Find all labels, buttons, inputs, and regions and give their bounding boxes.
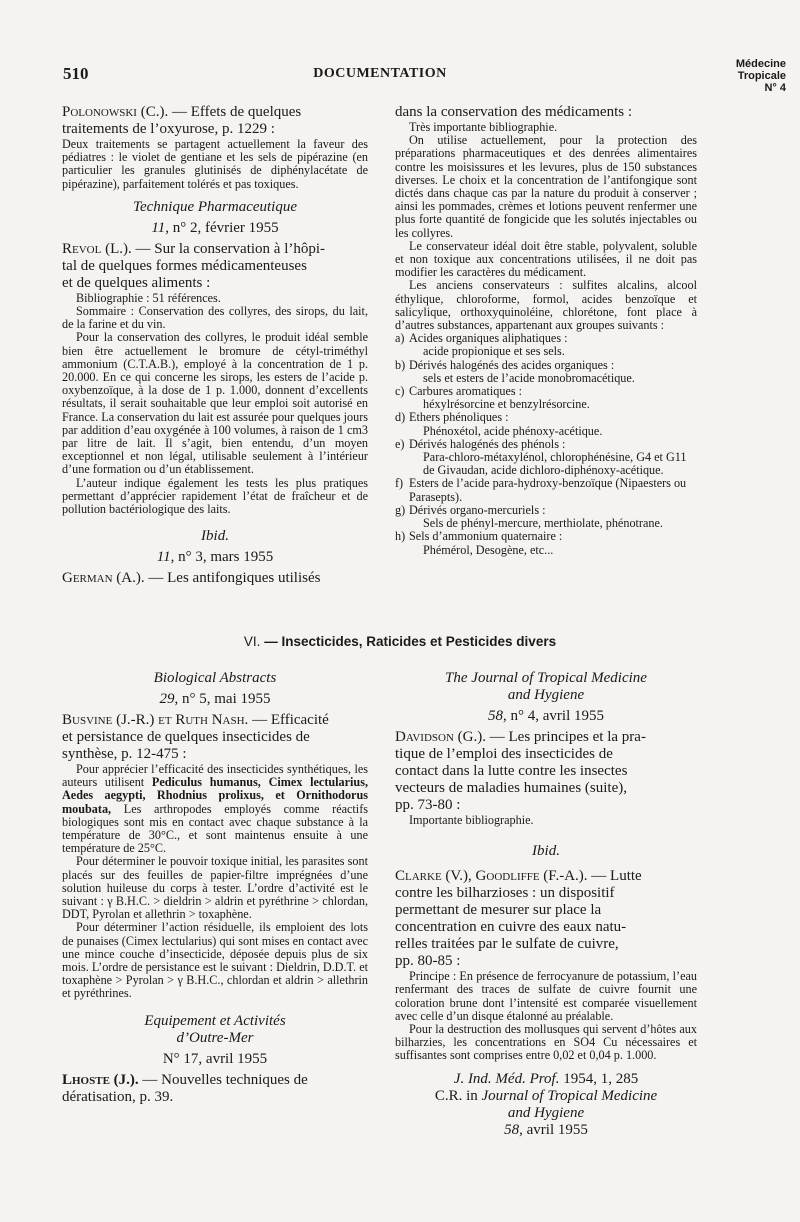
ref-title-cont: pp. 80-85 : xyxy=(395,953,461,970)
corner-line-3: N° 4 xyxy=(764,82,786,94)
ref-title-cont: et de quelques aliments : xyxy=(62,274,211,291)
volume-number: 29 xyxy=(159,691,175,707)
ref-title: — Les antifongiques utilisés xyxy=(144,570,321,587)
volume-number: 11 xyxy=(151,219,166,236)
journal-title-cont: d’Outre-Mer xyxy=(176,1029,254,1046)
ref-title-cont: pp. 73-80 : xyxy=(395,797,461,813)
list-key: c) xyxy=(395,384,405,399)
author: Davidson (G.). xyxy=(395,729,486,745)
author: Polonowski (C.). xyxy=(62,104,169,120)
right-column-top xyxy=(395,104,697,557)
conservator-groups-list xyxy=(395,332,697,556)
list-head: Dérivés halogénés des phénols : xyxy=(409,436,566,451)
list-key: g) xyxy=(395,502,406,517)
author: Lhoste (J.). xyxy=(62,1071,139,1088)
reference-lhoste xyxy=(62,1072,368,1089)
source-line xyxy=(395,1122,697,1139)
list-head: Dérivés halogénés des acides organiques : xyxy=(409,357,615,372)
list-key: f) xyxy=(395,476,404,491)
author: Busvine (J.-R.) et Ruth Nash. xyxy=(62,712,249,728)
author: Revol (L.). xyxy=(62,240,132,257)
author: Clarke (V.), Goodliffe (F.-A.). xyxy=(395,868,588,885)
list-item xyxy=(395,477,697,503)
abstract-text: On utilise actuellement, pour la protection des préparations pharmaceutiques et des denrées alimentaires contre les moisissures et les levures, plus de 150 substances diverses. Le choix et la concentration de l’antifongique sont dictés dans chaque cas par la nature du produit à conserver ; ainsi les pommades, crèmes et lotions peuvent renfermer une plus forte quantité de fongicide que les solutés injectables ou les collyres. xyxy=(395,133,697,240)
reference-german xyxy=(62,570,368,587)
issue-date: , n° 3, mars 1955 xyxy=(170,549,274,566)
ref-title-cont: relles traitées par le sulfate de cuivre, xyxy=(395,936,619,953)
list-subitems: sels et esters de l’acide monobromacétique. xyxy=(423,370,635,385)
volume-line xyxy=(62,549,368,566)
list-item xyxy=(395,411,697,424)
ref-title-cont: vecteurs de maladies humaines (suite), xyxy=(395,780,628,796)
list-subitems: Phénoxétol, acide phénoxy-acétique. xyxy=(423,423,603,438)
ref-title-cont: traitements de l’oxyurose, p. 1229 : xyxy=(62,121,275,137)
ref-title-cont: tal de quelques formes médicamenteuses xyxy=(62,257,307,274)
section-number: VI. xyxy=(243,634,261,649)
bibliography-note: Bibliographie : 51 références. xyxy=(76,290,221,305)
list-subitems: Para-chloro-métaxylénol, chlorophénésine, G4 et G11 de Givaudan, acide dichloro-diphénoxy-acétique. xyxy=(423,450,687,478)
abstract-text xyxy=(62,763,368,855)
list-key: e) xyxy=(395,436,405,451)
abstract-text: L’auteur indique également les tests les plus pratiques permettant d’apprécier rapidement l’état de fraîcheur et de pollution bactériologique des laits. xyxy=(62,475,368,517)
ref-title-cont: dératisation, p. 39. xyxy=(62,1088,174,1105)
list-head: Sels d’ammonium quaternaire : xyxy=(409,529,563,544)
source-line xyxy=(395,1088,697,1105)
list-key: a) xyxy=(395,331,405,346)
abstract-text: Le conservateur idéal doit être stable, polyvalent, soluble et non toxique aux concentrations utilisées, il ne doit pas modifier les caractères du médicament. xyxy=(395,238,697,280)
list-item xyxy=(395,530,697,543)
source-journal: J. Ind. Méd. Prof. xyxy=(453,1070,560,1087)
list-subitems: héxylrésorcine et benzylrésorcine. xyxy=(423,397,590,412)
reference-davidson xyxy=(395,729,697,746)
source-details: 1954, 1, 285 xyxy=(559,1070,639,1087)
bibliography-note: Importante bibliographie. xyxy=(409,813,534,827)
reference-polonowski xyxy=(62,104,368,121)
left-column-bottom xyxy=(62,670,368,1106)
text-run: Les arthropodes employés comme réactifs biologiques sont mis en contact avec chaque substance à la température de 30°C., et sont maintenus ensuite à une température de 25°C. xyxy=(62,801,368,856)
volume-line xyxy=(395,708,697,725)
ibid-label: Ibid. xyxy=(201,528,229,545)
ref-title: — Les principes et la pra- xyxy=(486,729,646,745)
source-prefix: C.R. in xyxy=(434,1087,482,1104)
ref-title-cont: synthèse, p. 12-475 : xyxy=(62,746,187,762)
left-column-top xyxy=(62,104,368,587)
abstract-text: Les anciens conservateurs : sulfites alcalins, alcool éthylique, chloroforme, formol, acides benzoïque et salicylique, orthoxyquinoléine, chlorétone, font place à d’autres substances, appartenant aux groupes suivants : xyxy=(395,278,697,333)
list-head: Acides organiques aliphatiques : xyxy=(409,331,568,346)
page-title: DOCUMENTATION xyxy=(313,66,447,81)
ref-title: — Lutte xyxy=(587,868,642,885)
volume-line xyxy=(62,691,368,708)
right-column-bottom xyxy=(395,670,697,1139)
abstract-text: Pour la conservation des collyres, le produit idéal semble bien être actuellement le bromure de cétyl-triméthyl ammonium (C.T.A.B.), employé à la concentration de 1 p. 20.000. En ce qui concerne les sirops, les esters de l’acide p. oxybenzoïque, à la dose de 1 p. 1.000, donnent d’excellents résultats, il serait souhaitable que leur emploi soit autorisé en France. La conservation du lait est assurée pour quelques jours par addition d’eau oxygénée à 100 volumes, à raison de 1 cm3 par litre de lait. Il s’agit, bien entendu, d’un moyen exceptionnel et non légal, utilisable seulement à l’intérieur d’une formation ou d’un établissement. xyxy=(62,330,368,477)
issue-date: , n° 2, février 1955 xyxy=(165,219,279,236)
reference-clarke xyxy=(395,868,697,885)
journal-title-cont: and Hygiene xyxy=(507,687,585,703)
ref-title-cont: permettant de mesurer sur place la xyxy=(395,902,602,919)
journal-title: The Journal of Tropical Medicine xyxy=(445,670,647,686)
corner-line-2: Tropicale xyxy=(737,70,786,82)
species-list: Pediculus humanus, Cimex lectularius, Aedes aegypti, Rhodnius prolixus, et Ornithodorus moubata, xyxy=(62,775,368,816)
section-heading xyxy=(0,634,800,649)
summary-text: Sommaire : Conservation des collyres, des sirops, du lait, de la farine et du vin. xyxy=(62,304,368,332)
list-head: Esters de l’acide para-hydroxy-benzoïque (Nipaesters ou Parasepts). xyxy=(409,476,687,504)
bibliography-note: Très importante bibliographie. xyxy=(409,120,558,134)
ref-title: — Nouvelles techniques de xyxy=(138,1071,308,1088)
reference-revol xyxy=(62,241,368,258)
ref-title-cont: tique de l’emploi des insecticides de xyxy=(395,746,613,762)
journal-title: Biological Abstracts xyxy=(153,670,277,686)
source-journal: Journal of Tropical Medicine xyxy=(481,1087,658,1104)
volume-number: 58 xyxy=(504,1121,520,1138)
text-run: Pour apprécier l’efficacité des insecticides synthétiques, les auteurs utilisent xyxy=(62,762,368,790)
issue-date: , n° 5, mai 1955 xyxy=(174,691,271,707)
ibid-label: Ibid. xyxy=(532,843,560,860)
list-subitems: Sels de phényl-mercure, merthiolate, phénotrane. xyxy=(423,516,663,531)
abstract-text: Pour déterminer l’action résiduelle, ils emploient des lots de punaises (Cimex lectularius) qui sont mises en contact avec une mince couche d’insecticide, déposée depuis plus de six mois. L’ordre de persistance est le suivant : Dieldrin, D.D.T. et toxaphène > Pyrolan > γ B.H.C., chlordan et aldrin > allethrin et pyréthrines. xyxy=(62,920,368,1001)
ref-title-cont: concentration en cuivre des eaux natu- xyxy=(395,919,627,936)
journal-title: Equipement et Activités xyxy=(144,1012,286,1029)
ref-title-cont: contre les bilharzioses : un dispositif xyxy=(395,885,615,902)
ref-title: — Effets de quelques xyxy=(168,104,302,120)
volume-number: 58 xyxy=(488,708,503,724)
abstract-text: Pour la destruction des mollusques qui servent d’hôtes aux bilharzies, les concentrations en SO4 Cu nécessaires et suffisantes sont comprises entre 0,02 et 0,04 p. 1.000. xyxy=(395,1022,697,1063)
reference-busvine xyxy=(62,712,368,729)
volume-number: 11 xyxy=(156,549,171,566)
list-key: d) xyxy=(395,410,406,425)
journal-title: Technique Pharmaceutique xyxy=(133,198,297,215)
volume-line xyxy=(62,220,368,237)
list-key: h) xyxy=(395,529,406,544)
list-subitems: acide propionique et ses sels. xyxy=(423,344,565,359)
list-head: Dérivés organo-mercuriels : xyxy=(409,502,546,517)
ref-title-cont: et persistance de quelques insecticides de xyxy=(62,729,310,745)
journal-corner-label xyxy=(736,58,786,94)
volume-line: N° 17, avril 1955 xyxy=(162,1050,268,1067)
issue-date: , n° 4, avril 1955 xyxy=(503,708,604,724)
list-key: b) xyxy=(395,357,406,372)
ref-title: — Sur la conservation à l’hôpi- xyxy=(131,240,326,257)
abstract-text: Principe : En présence de ferrocyanure de potassium, l’eau renfermant des traces de sulfate de cuivre fournit une coloration brune dont l’intensité est comparée visuellement avec celle d’un disque étalonné au préalable. xyxy=(395,969,697,1023)
corner-line-1: Médecine xyxy=(735,58,786,70)
ref-title-cont: dans la conservation des médicaments : xyxy=(395,104,633,120)
source-journal-cont: and Hygiene xyxy=(507,1104,585,1121)
section-title: Insecticides, Raticides et Pesticides divers xyxy=(281,634,557,649)
ref-title: — Efficacité xyxy=(248,712,329,728)
author: German (A.). xyxy=(62,570,145,587)
issue-date: , avril 1955 xyxy=(519,1121,588,1138)
list-item xyxy=(395,359,697,372)
ref-title-cont: contact dans la lutte contre les insectes xyxy=(395,763,628,779)
abstract-text: Pour déterminer le pouvoir toxique initial, les parasites sont placés sur des feuilles de papier-filtre imprégnées d’une solution huileuse du corps à tester. L’ordre d’activité est le suivant : γ B.H.C. > dieldrin > aldrin et pyréthrine > chlordan, DDT, Pyrolan et allethrin > toxaphène. xyxy=(62,854,368,922)
list-subitems: Phémérol, Desogène, etc... xyxy=(423,542,554,557)
list-head: Carbures aromatiques : xyxy=(409,384,523,399)
abstract-text: Deux traitements se partagent actuellement la faveur des pédiatres : le violet de gentiane et les sels de pipérazine (en particulier les granules glutinisés de diphénylacétate de pipérazine), parfaitement tolérés et pas toxiques. xyxy=(62,137,368,191)
list-head: Ethers phénoliques : xyxy=(409,410,509,425)
source-line xyxy=(395,1071,697,1088)
page-number: 510 xyxy=(63,64,89,83)
section-dash: — xyxy=(264,634,278,649)
